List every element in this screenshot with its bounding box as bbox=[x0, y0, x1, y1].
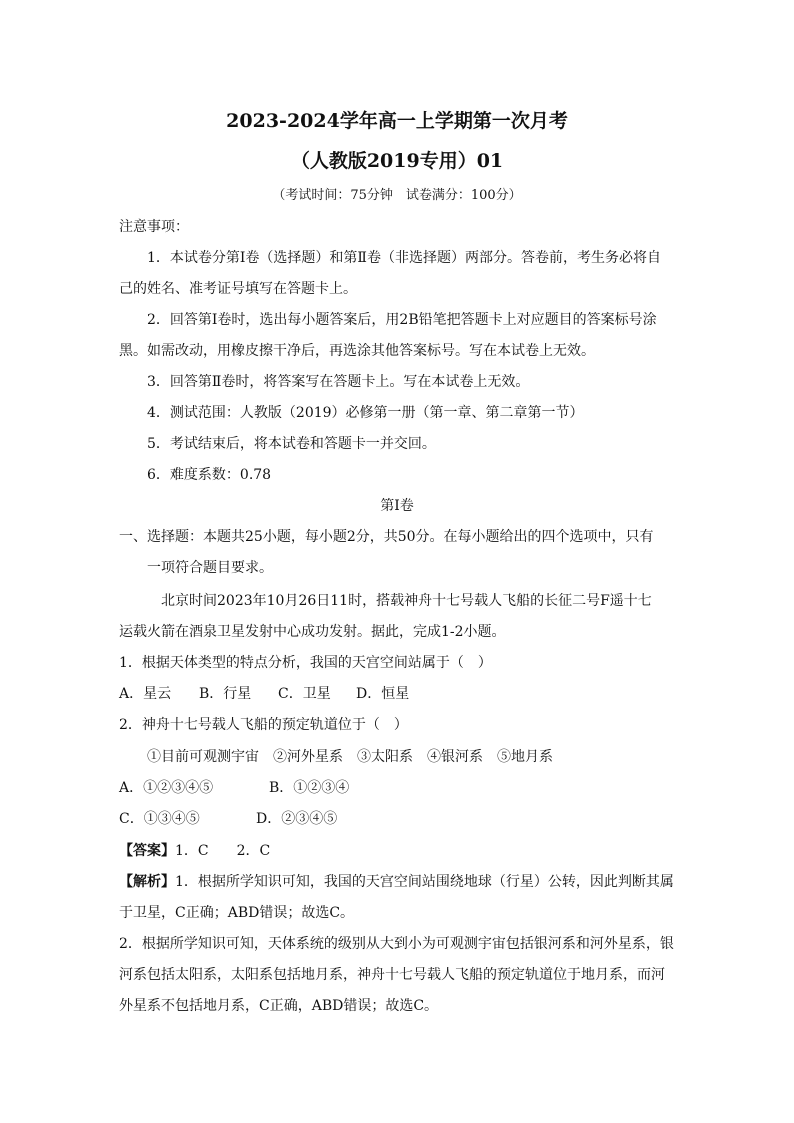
analysis-label: 【解析】 bbox=[119, 874, 175, 890]
note-item-2: 2．回答第Ⅰ卷时，选出每小题答案后，用2B铅笔把答题卡上对应题目的答案标号涂 bbox=[147, 312, 657, 328]
question-1-option-b: B．行星 bbox=[199, 686, 252, 702]
question-1-option-c: C．卫星 bbox=[278, 686, 331, 702]
note-item-3: 3．回答第Ⅱ卷时，将答案写在答题卡上。写在本试卷上无效。 bbox=[147, 374, 530, 390]
passage-text-cont: 运载火箭在酒泉卫星发射中心成功发射。据此，完成1-2小题。 bbox=[119, 624, 506, 640]
note-item-5: 5．考试结束后，将本试卷和答题卡一并交回。 bbox=[147, 436, 436, 452]
document-subtitle: （人教版2019专用）01 bbox=[290, 150, 504, 172]
question-2-stem: 2．神舟十七号载人飞船的预定轨道位于（ ） bbox=[119, 717, 408, 733]
question-2-option-d: D．②③④⑤ bbox=[256, 811, 338, 827]
analysis-text: 1．根据所学知识可知，我国的天宫空间站围绕地球（行星）公转，因此判断其属 bbox=[175, 874, 674, 890]
analysis-line-3: 2．根据所学知识可知，天体系统的级别从大到小为可观测宇宙包括银河系和河外星系，银 bbox=[119, 936, 674, 952]
section-instruction: 一、选择题：本题共25小题，每小题2分，共50分。在每小题给出的四个选项中，只有 bbox=[119, 529, 654, 545]
analysis-line-1 bbox=[119, 872, 674, 892]
note-item-6: 6．难度系数：0.78 bbox=[147, 467, 272, 483]
document-title: 2023-2024学年高一上学期第一次月考 bbox=[226, 110, 568, 132]
answer-line bbox=[119, 841, 270, 861]
question-2-items: ①目前可观测宇宙 ②河外星系 ③太阳系 ④银河系 ⑤地月系 bbox=[147, 749, 553, 765]
question-1-option-d: D．恒星 bbox=[356, 686, 410, 702]
passage-text: 北京时间2023年10月26日11时，搭载神舟十七号载人飞船的长征二号F遥十七 bbox=[161, 593, 652, 609]
note-item-2-cont: 黑。如需改动，用橡皮擦干净后，再选涂其他答案标号。写在本试卷上无效。 bbox=[119, 343, 595, 359]
question-2-option-c: C．①③④⑤ bbox=[119, 811, 200, 827]
note-item-1-cont: 己的姓名、准考证号填写在答题卡上。 bbox=[119, 281, 357, 297]
note-item-4: 4．测试范围：人教版（2019）必修第一册（第一章、第二章第一节） bbox=[147, 405, 584, 421]
question-1-stem: 1．根据天体类型的特点分析，我国的天宫空间站属于（ ） bbox=[119, 655, 492, 671]
section-instruction-cont: 一项符合题目要求。 bbox=[147, 560, 273, 576]
answer-label: 【答案】 bbox=[119, 843, 175, 859]
note-item-1: 1．本试卷分第Ⅰ卷（选择题）和第Ⅱ卷（非选择题）两部分。答卷前，考生务必将自 bbox=[147, 250, 661, 266]
analysis-line-2: 于卫星，C正确；ABD错误；故选C。 bbox=[119, 905, 355, 921]
notes-heading: 注意事项： bbox=[119, 219, 189, 235]
question-2-option-a: A．①②③④⑤ bbox=[119, 780, 214, 796]
analysis-line-4: 河系包括太阳系，太阳系包括地月系，神舟十七号载人飞船的预定轨道位于地月系，而河 bbox=[119, 967, 665, 983]
answer-text: 1．C 2．C bbox=[175, 843, 271, 859]
question-2-option-b: B．①②③④ bbox=[269, 780, 350, 796]
section-title: 第Ⅰ卷 bbox=[380, 498, 414, 514]
exam-info: （考试时间：75分钟 试卷满分：100分） bbox=[272, 188, 522, 203]
analysis-line-5: 外星系不包括地月系，C正确，ABD错误；故选C。 bbox=[119, 998, 439, 1014]
question-1-option-a: A．星云 bbox=[119, 686, 172, 702]
